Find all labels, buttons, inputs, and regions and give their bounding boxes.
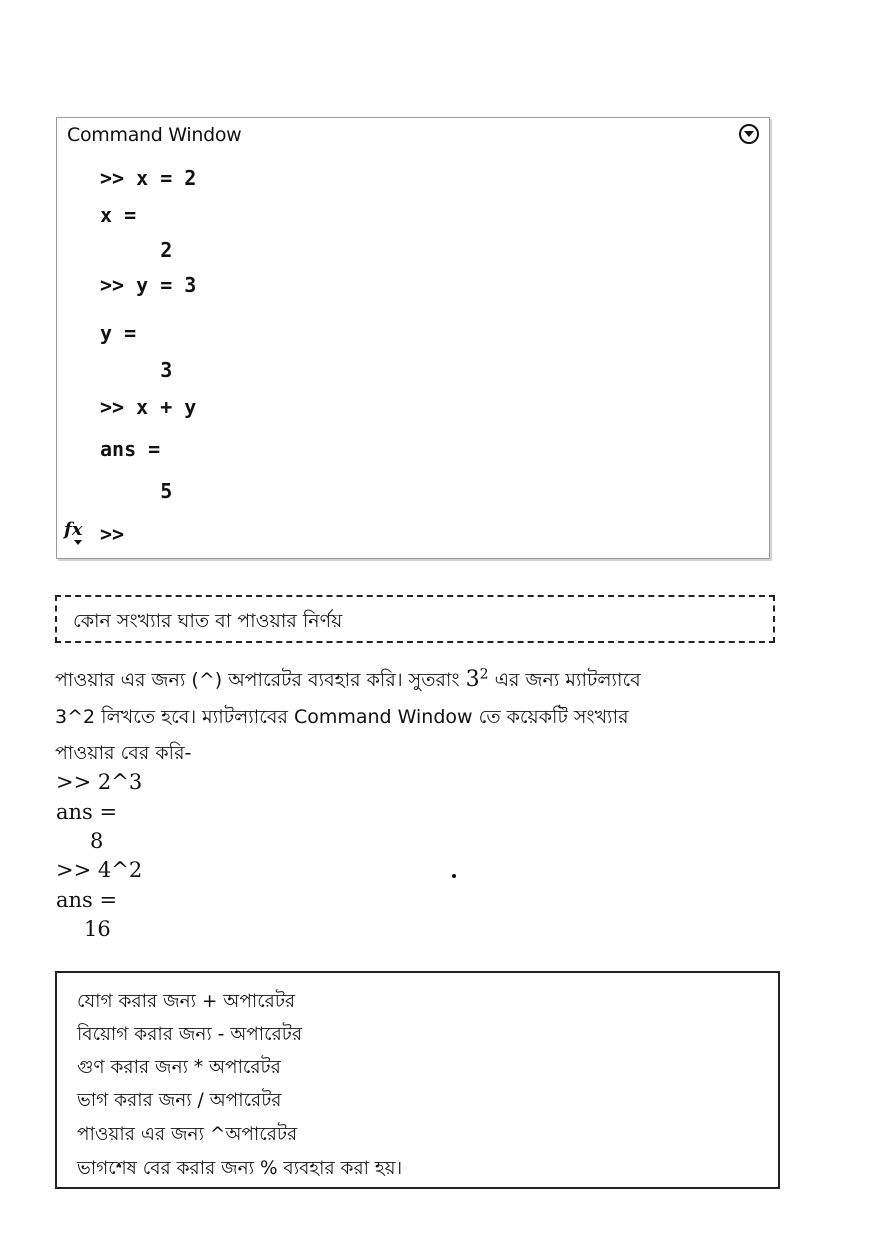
code-line: 2 [100, 238, 173, 262]
fx-dropdown-icon[interactable] [74, 540, 82, 545]
operator-line: যোগ করার জন্য + অপারেটর [77, 991, 296, 1012]
section-heading-box [55, 595, 775, 643]
operator-line: ভাগ করার জন্য / অপারেটর [77, 1090, 282, 1111]
code-line: >> y = 3 [100, 273, 197, 297]
code-line: >> x = 2 [100, 166, 197, 190]
example-line: ans = [56, 800, 118, 824]
operator-line: পাওয়ার এর জন্য ^অপারেটর [77, 1124, 298, 1145]
operator-line: ভাগশেষ বের করার জন্য % ব্যবহার করা হয়। [77, 1158, 403, 1179]
fx-icon[interactable]: fx [64, 519, 83, 540]
power-exponent: 2 [479, 666, 489, 683]
code-line: y = [100, 321, 137, 345]
example-line: >> 4^2 [56, 858, 143, 882]
example-line: 8 [90, 829, 104, 853]
stray-dot [452, 874, 456, 878]
code-line: x = [100, 203, 137, 227]
paragraph-line-1: পাওয়ার এর জন্য (^) অপারেটর ব্যবহার করি। সুতরাং $3^2$ এর জন্য ম্যাটল্যাবে [55, 666, 641, 692]
code-line: ans = [100, 437, 161, 461]
section-heading: কোন সংখ্যার ঘাত বা পাওয়ার নির্ণয় [73, 610, 343, 632]
code-line: >> x + y [100, 395, 197, 419]
operators-box [55, 971, 780, 1189]
power-base: 3 [465, 667, 480, 692]
code-line: 5 [100, 479, 173, 503]
paragraph-line-2: 3^2 লিখতে হবে। ম্যাটল্যাবের Command Window তে কয়েকটি সংখ্যার [55, 706, 629, 728]
window-menu-icon[interactable] [739, 124, 759, 144]
operator-line: গুণ করার জন্য * অপারেটর [77, 1057, 281, 1078]
command-window-title: Command Window [67, 124, 242, 146]
code-line: 3 [100, 358, 173, 382]
operator-line: বিয়োগ করার জন্য - অপারেটর [77, 1024, 303, 1045]
example-line: >> 2^3 [56, 770, 143, 794]
command-prompt[interactable]: >> [100, 522, 125, 546]
example-line: ans = [56, 888, 118, 912]
paragraph-line-3: পাওয়ার বের করি- [55, 742, 192, 764]
example-line: 16 [84, 917, 111, 941]
